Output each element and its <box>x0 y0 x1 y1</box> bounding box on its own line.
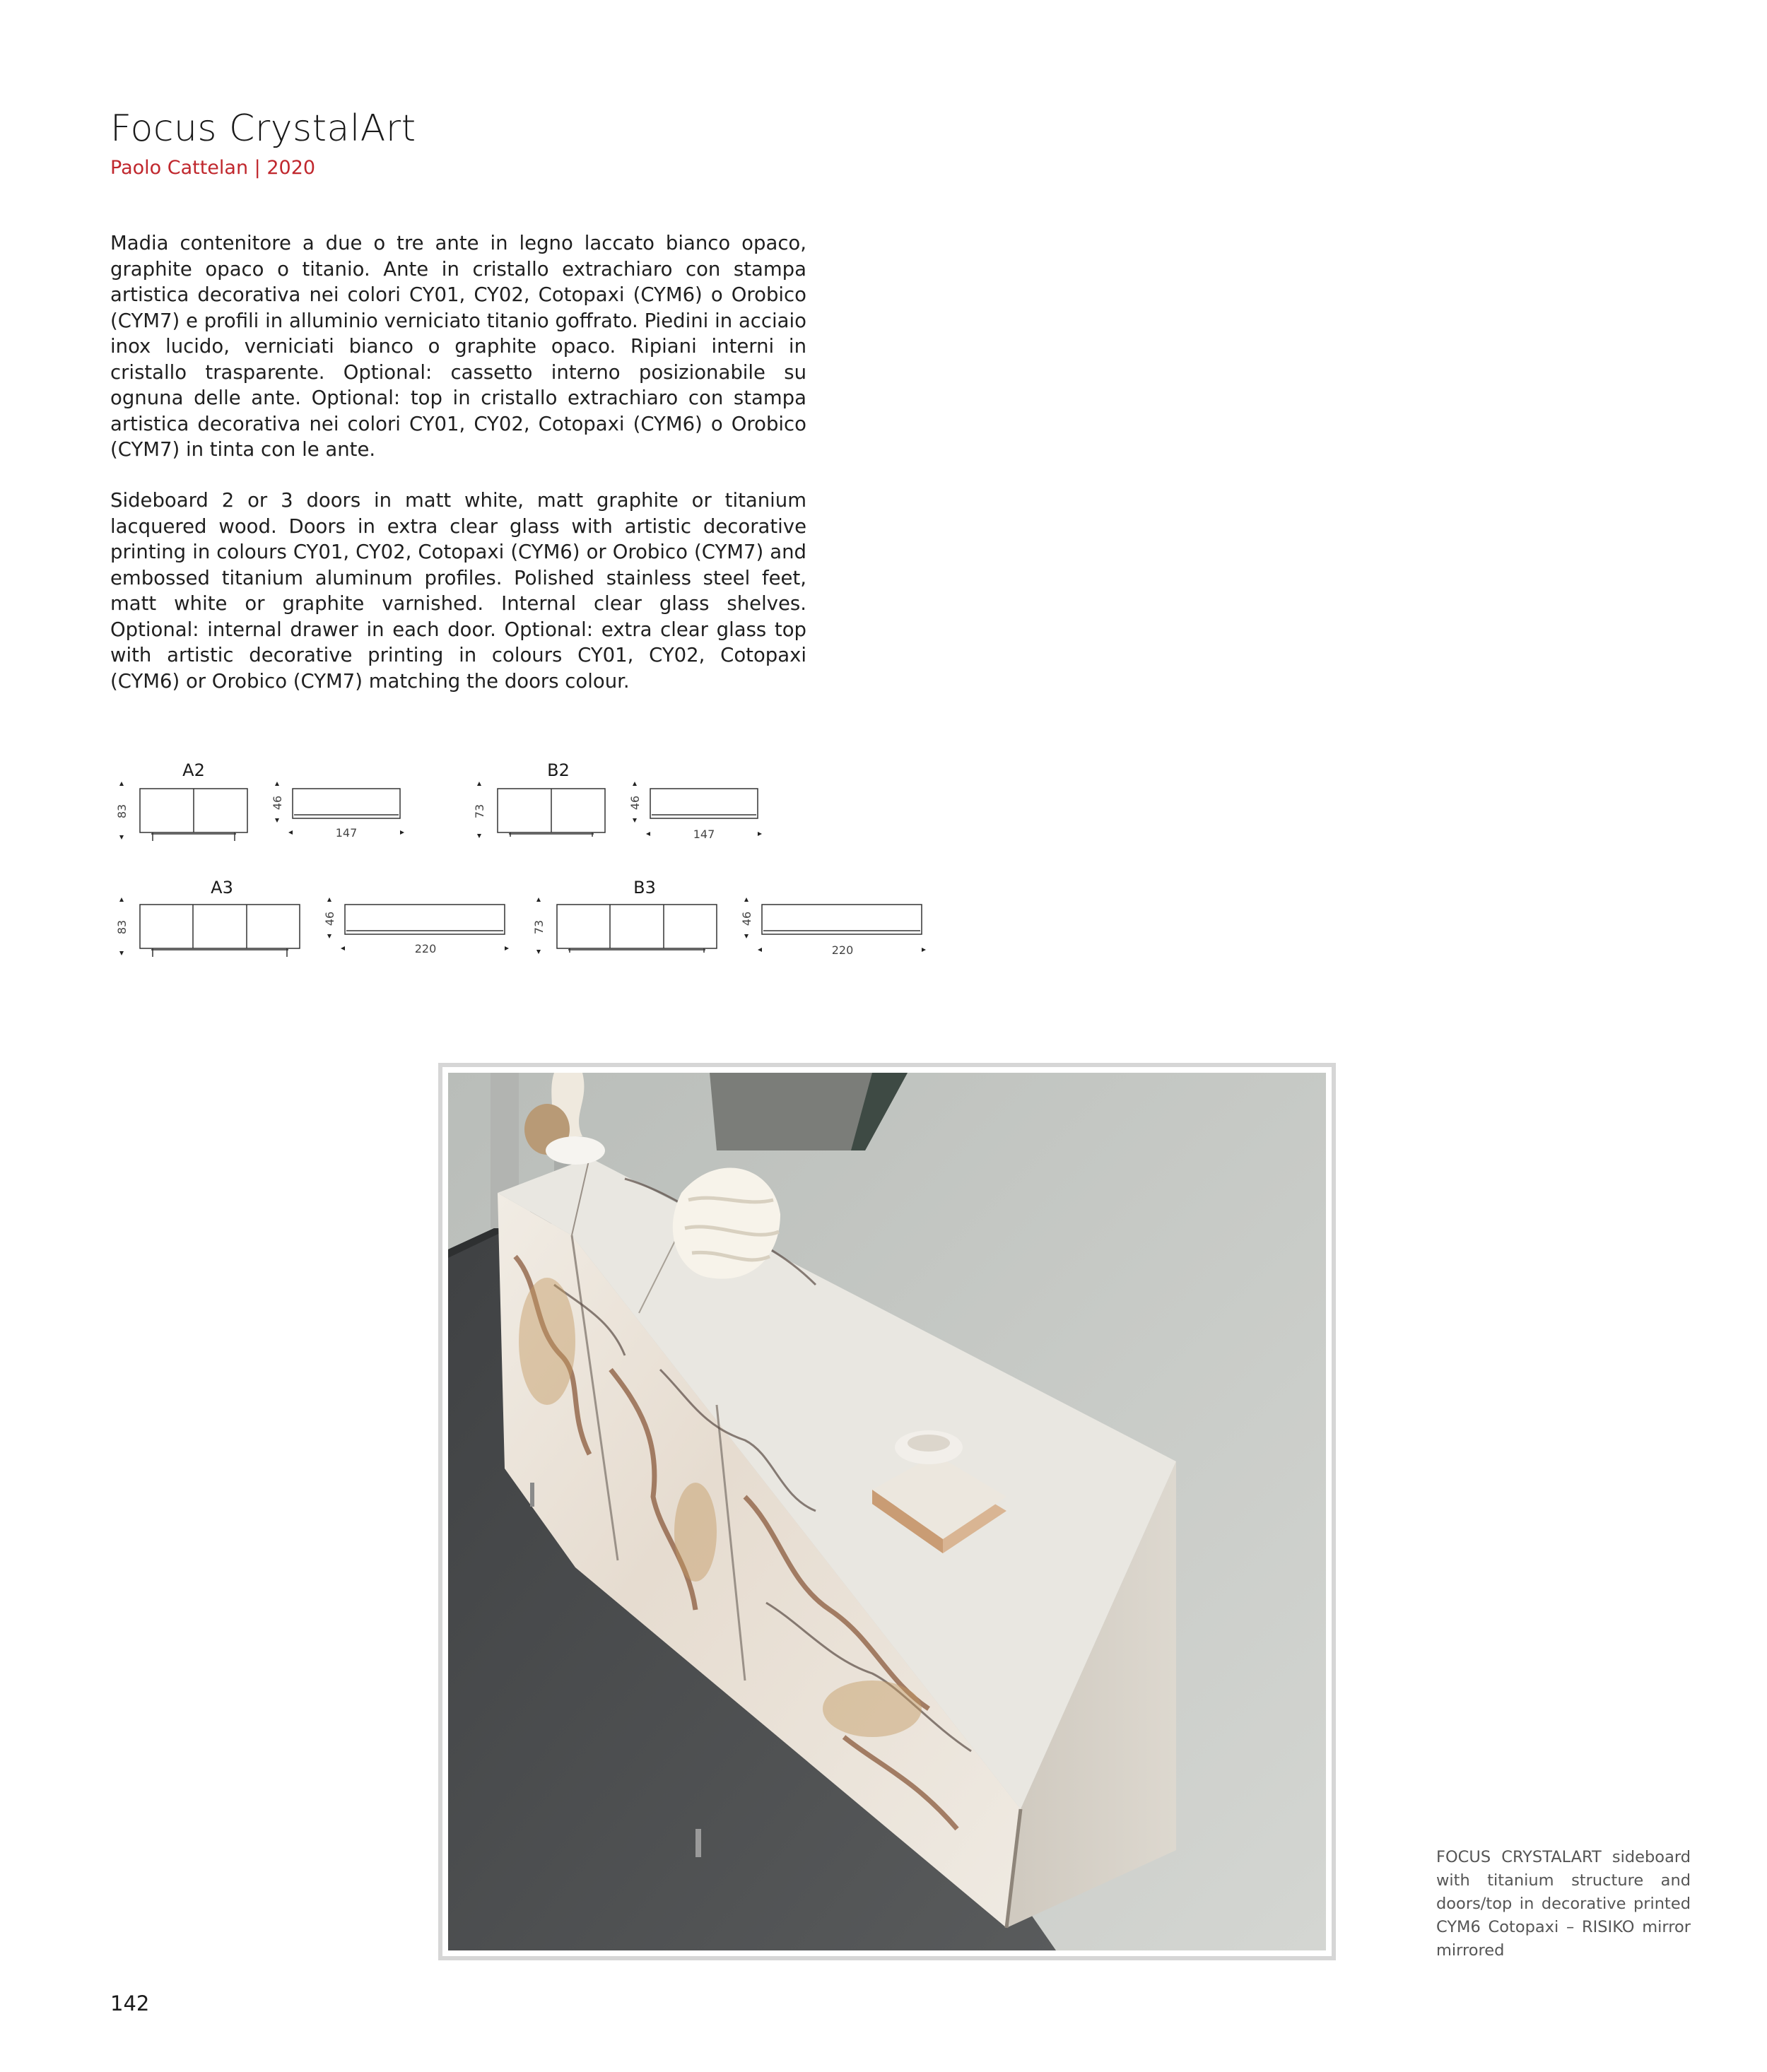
b3-height: 73 <box>532 919 546 935</box>
product-title: Focus CrystalArt <box>110 107 416 150</box>
b3-top-outline <box>762 905 922 934</box>
page-number: 142 <box>110 1991 150 2015</box>
a2-label: A2 <box>182 760 205 780</box>
b3-depth: 46 <box>740 911 753 926</box>
a3-top-outline <box>345 905 505 934</box>
a3-height: 83 <box>115 919 129 935</box>
b2-width: 147 <box>693 828 715 841</box>
designer-year: Paolo Cattelan | 2020 <box>110 157 316 179</box>
small-bowl <box>546 1136 605 1165</box>
a3-front-outline <box>140 905 300 948</box>
b3-label: B3 <box>633 878 656 897</box>
description-italian: Madia contenitore a due o tre ante in legno laccato bianco opaco, graphite opaco o titanio. Ante in cristallo extrachiaro con stampa artistica decorativa nei colori CY01, CY02, Cotopaxi (CYM6) o Orobico (CYM7) e profili in alluminio verniciato titanio goffrato. Piedini in acciaio inox lucido, verniciati bianco o graphite opaco. Ripiani interni in cristallo trasparente. Optional: cassetto interno posizionabile su ognuna delle ante. Optional: top in cristallo extrachiaro con stampa artistica decorativa nei colori CY01, CY02, Cotopaxi (CYM6) o Orobico (CYM7) in tinta con le ante. <box>110 232 806 461</box>
b3-front-outline <box>557 905 717 948</box>
b2-height: 73 <box>473 804 486 819</box>
description-english: Sideboard 2 or 3 doors in matt white, matt graphite or titanium lacquered wood. Doors in extra clear glass with artistic decorative printing in colours CY01, CY02, Cotopaxi (CYM6) or Orobico (CYM7) and embossed titanium aluminum profiles. Polished stainless steel feet, matt white or graphite varnished. Internal clear glass shelves. Optional: internal drawer in each door. Optional: extra clear glass top with artistic decorative printing in colours CY01, CY02, Cotopaxi (CYM6) or Orobico (CYM7) matching the doors colour. <box>110 489 806 693</box>
b2-top-outline <box>650 789 758 818</box>
a3-width: 220 <box>414 942 437 955</box>
a3-label: A3 <box>211 878 233 897</box>
photo-caption: FOCUS CRYSTALART sideboard with titanium structure and doors/top in decorative printed CYM6 Cotopaxi – RISIKO mirror mirrored <box>1436 1848 1691 1960</box>
dimension-diagrams <box>106 749 940 975</box>
b2-label: B2 <box>547 760 570 780</box>
product-photo <box>438 1063 1336 1960</box>
a2-width: 147 <box>335 826 358 840</box>
a2-depth: 46 <box>271 795 284 811</box>
b3-width: 220 <box>831 943 854 957</box>
a2-top-outline <box>293 789 400 818</box>
a3-depth: 46 <box>323 911 336 926</box>
a2-height: 83 <box>115 804 129 819</box>
b2-depth: 46 <box>628 795 642 811</box>
